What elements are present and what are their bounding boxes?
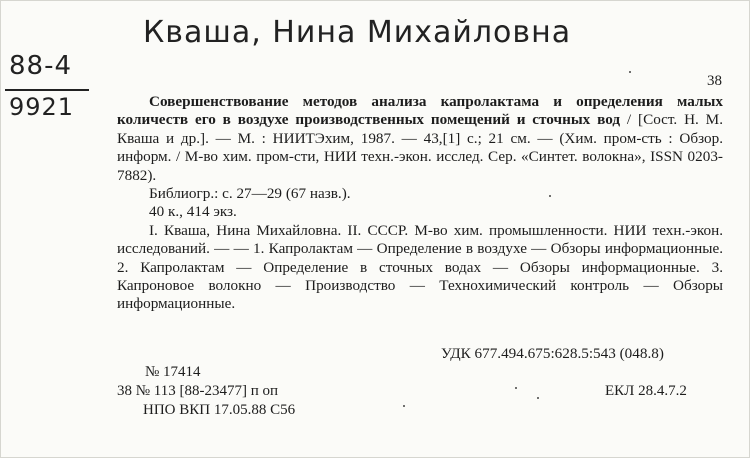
tracings: I. Кваша, Нина Михайловна. II. СССР. М-во хим. промышленности. НИИ техн.-экон. исследований. — — 1. Капролактам — Определение в воздухе — Обзоры информационные. 2. Капролактам — Определение в сточных водах — Обзоры информационные. 3. Капроновое волокно — Производство — Технохимический контроль — Обзоры информационные. <box>117 221 723 313</box>
handwritten-author-name: Кваша, Нина Михайловна <box>143 15 572 50</box>
udk-code: УДК 677.494.675:628.5:543 (048.8) <box>441 345 664 362</box>
card-description: / [Сост. Н. М. Кваша и др.]. — М. : НИИТЭхим, 1987. — 43,[1] с.; 21 см. — (Хим. пром-сть : Обзор. информ. / М-во хим. пром-сти, НИИ техн.-экон. исслед. Сер. «Синтет. волокна», ISSN 0203-7882). <box>117 111 723 184</box>
handwritten-shelf-mark-bottom: 9921 <box>9 93 75 121</box>
edition-note: 40 к., 414 экз. <box>149 203 237 221</box>
ink-speck <box>629 71 631 73</box>
registration-number: № 17414 <box>145 364 201 380</box>
card-title: Совершенствование методов анализа капролактама и определения малых количеств его в воздухе производственных помещений и сточных вод <box>117 93 723 129</box>
inventory-line: 38 № 113 [88-23477] п оп <box>117 383 279 399</box>
ekl-code: ЕКЛ 28.4.7.2 <box>605 383 687 399</box>
card-body <box>117 93 723 314</box>
npo-line: НПО ВКП 17.05.88 С56 <box>143 402 296 418</box>
page-number: 38 <box>707 73 722 89</box>
ink-speck <box>403 405 405 407</box>
handwritten-shelf-mark-top: 88-4 <box>9 51 73 81</box>
title-paragraph <box>117 93 723 185</box>
ink-speck <box>549 195 551 197</box>
bibliography-note: Библиогр.: с. 27—29 (67 назв.). <box>149 185 351 203</box>
shelf-mark-divider <box>5 89 89 91</box>
ink-speck <box>515 387 517 389</box>
ink-speck <box>537 397 539 399</box>
